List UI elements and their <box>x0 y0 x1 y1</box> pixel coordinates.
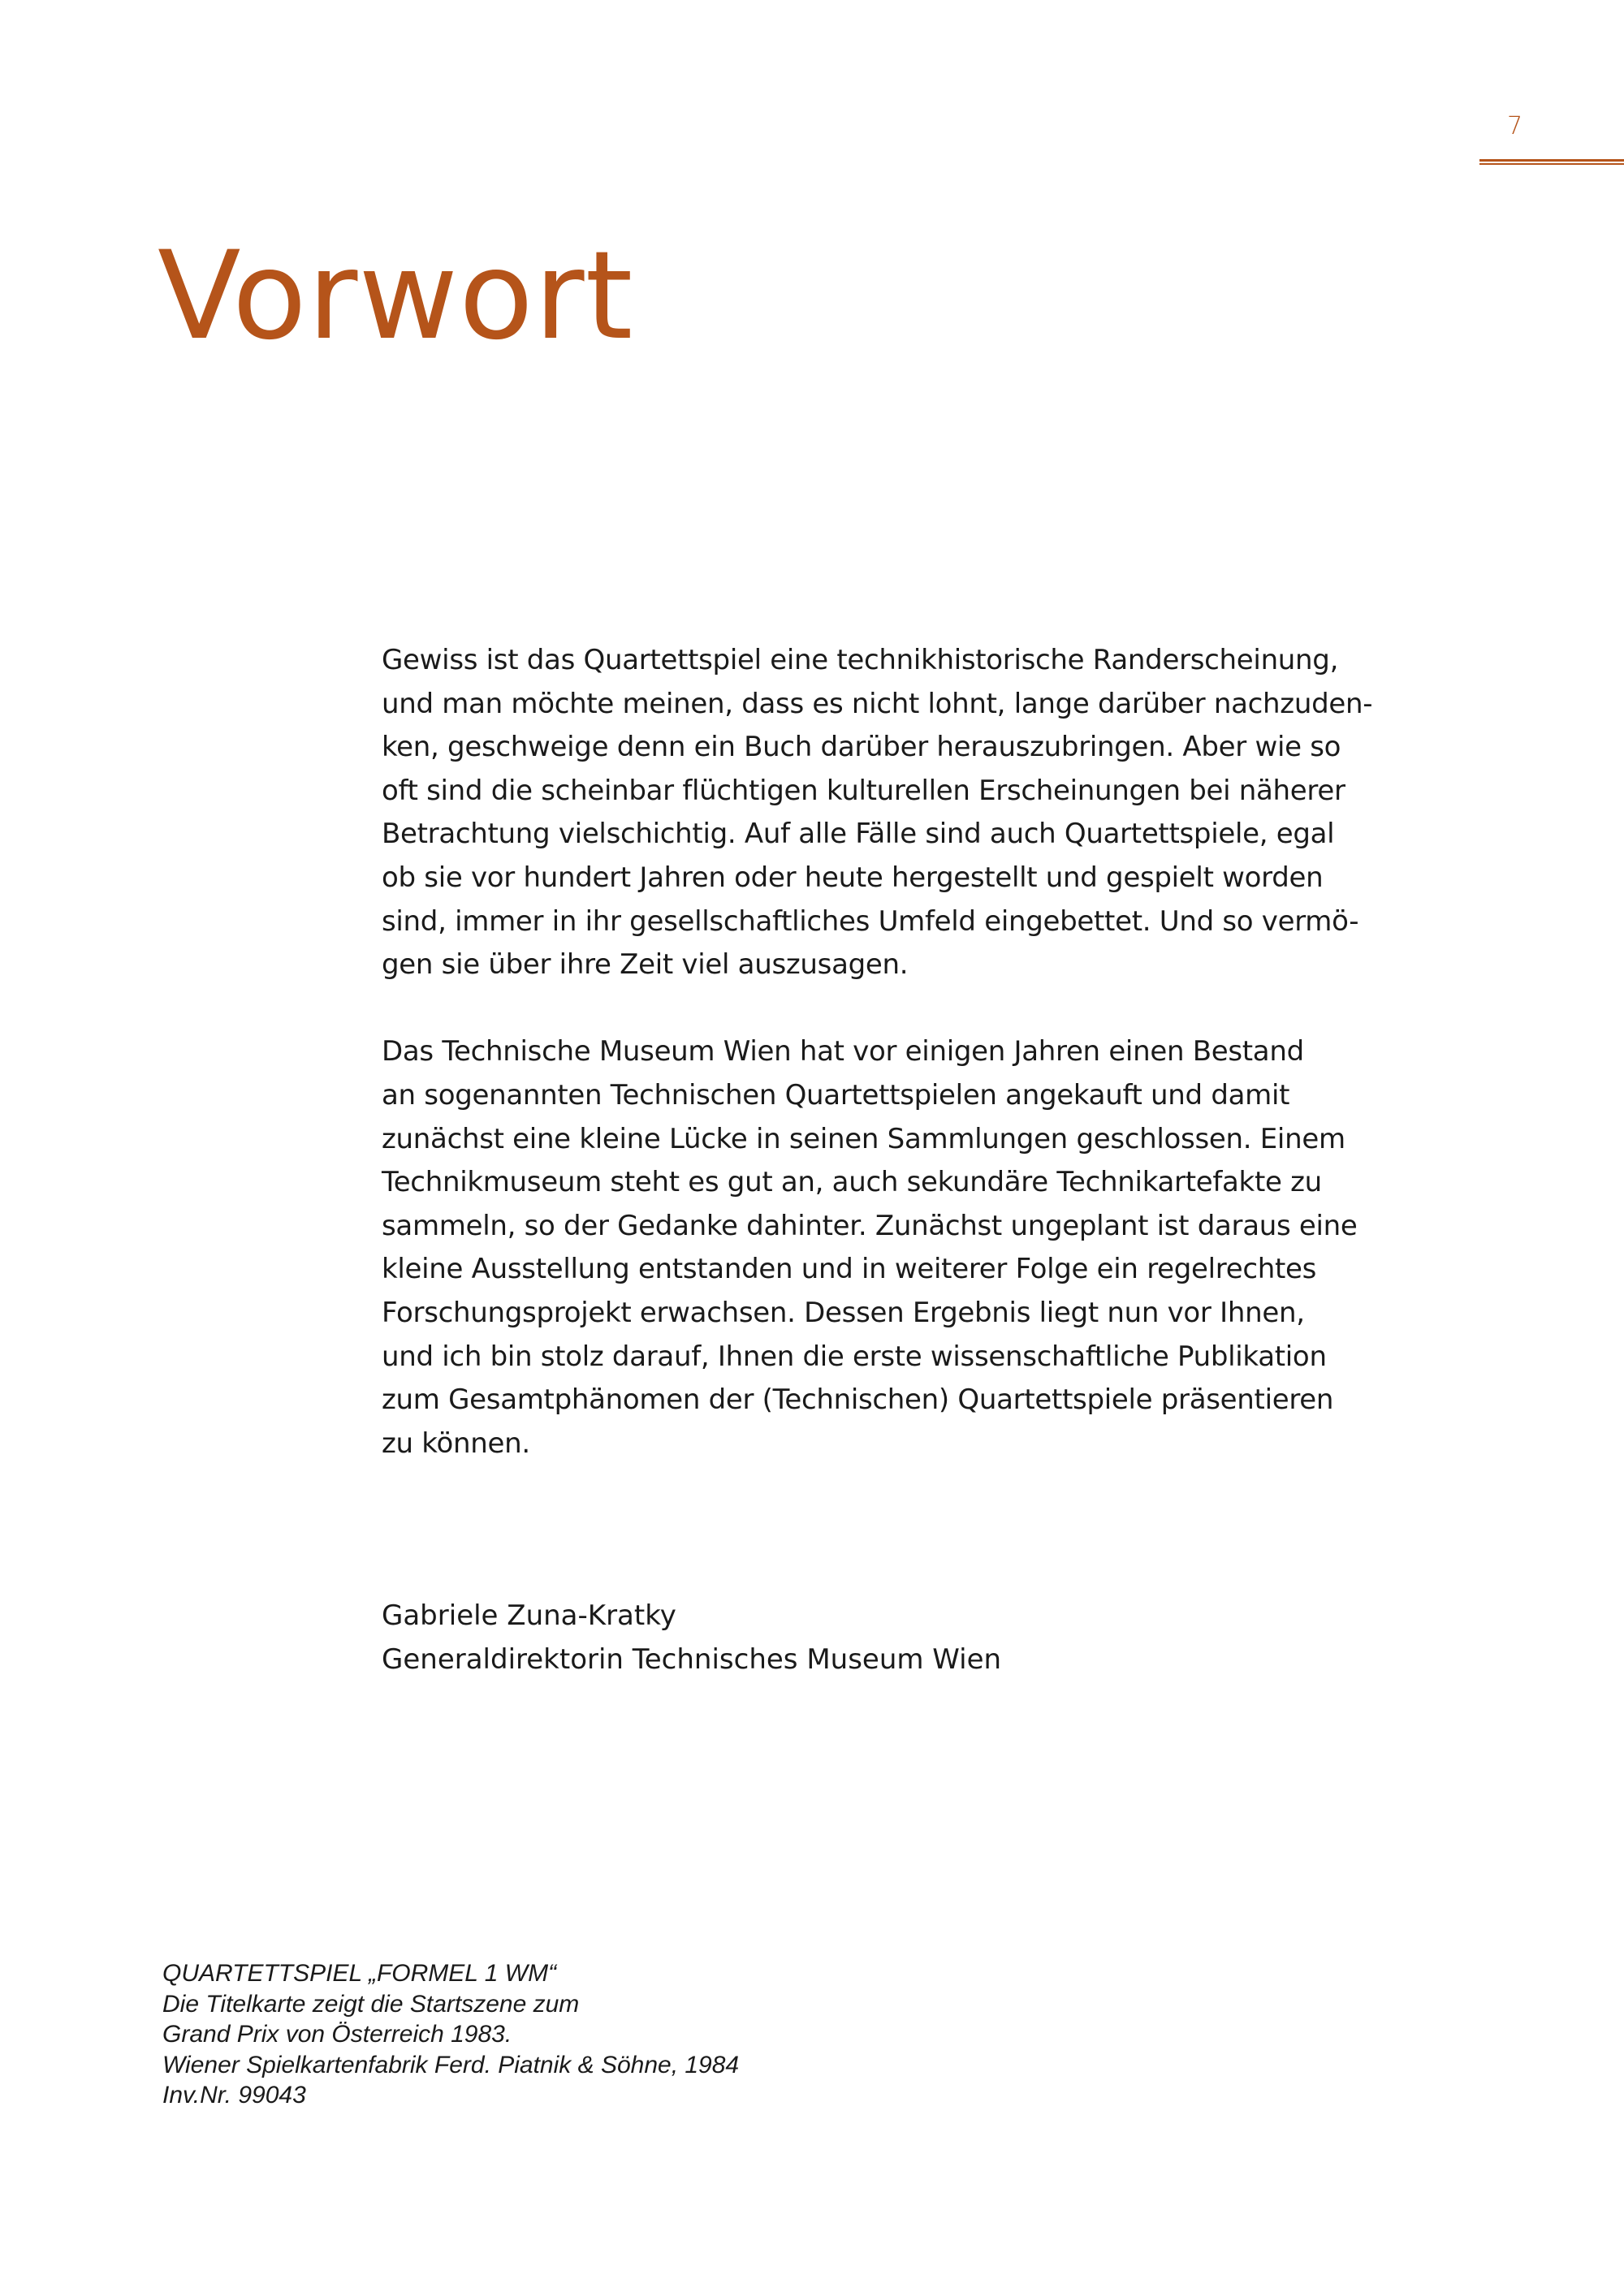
page-number: 7 <box>1507 112 1523 140</box>
signature-role: Generaldirektorin Technisches Museum Wien <box>382 1643 1002 1676</box>
text-line: ob sie vor hundert Jahren oder heute hergestellt und gespielt worden <box>382 861 1324 894</box>
text-line: an sogenannten Technischen Quartettspielen angekauft und damit <box>382 1078 1290 1111</box>
caption-line: Grand Prix von Österreich 1983. <box>162 2021 512 2048</box>
paragraph-2 <box>382 1030 1453 1465</box>
caption-line: Inv.Nr. 99043 <box>162 2082 306 2109</box>
body-text <box>382 639 1453 1465</box>
caption-line: Die Titelkarte zeigt die Startszene zum <box>162 1990 580 2018</box>
signature-name: Gabriele Zuna-Kratky <box>382 1599 676 1632</box>
text-line: zum Gesamtphänomen der (Technischen) Quartettspiele präsentieren <box>382 1383 1334 1417</box>
text-line: oft sind die scheinbar flüchtigen kulturellen Erscheinungen bei näherer <box>382 774 1345 807</box>
text-line: gen sie über ihre Zeit viel auszusagen. <box>382 948 909 982</box>
text-line: Forschungsprojekt erwachsen. Dessen Ergebnis liegt nun vor Ihnen, <box>382 1296 1305 1329</box>
text-line: zu können. <box>382 1427 530 1460</box>
caption-line: QUARTETTSPIEL „FORMEL 1 WM“ <box>162 1960 557 1987</box>
image-caption <box>162 1958 739 2111</box>
signature-block <box>382 1594 1001 1681</box>
text-line: und man möchte meinen, dass es nicht lohnt, lange darüber nachzuden- <box>382 687 1373 720</box>
text-line: Betrachtung vielschichtig. Auf alle Fälle sind auch Quartettspiele, egal <box>382 818 1335 851</box>
text-line: sind, immer in ihr gesellschaftliches Umfeld eingebettet. Und so vermö- <box>382 904 1359 938</box>
page-title: Vorwort <box>158 226 634 367</box>
caption-line: Wiener Spielkartenfabrik Ferd. Piatnik & Söhne, 1984 <box>162 2051 740 2078</box>
text-line: sammeln, so der Gedanke dahinter. Zunächst ungeplant ist daraus eine <box>382 1209 1358 1242</box>
text-line: Gewiss ist das Quartettspiel eine technikhistorische Randerscheinung, <box>382 644 1339 676</box>
text-line: kleine Ausstellung entstanden und in weiterer Folge ein regelrechtes <box>382 1253 1317 1286</box>
header-rule <box>1479 159 1624 165</box>
text-line: zunächst eine kleine Lücke in seinen Sammlungen geschlossen. Einem <box>382 1122 1345 1155</box>
text-line: und ich bin stolz darauf, Ihnen die erste wissenschaftliche Publikation <box>382 1340 1327 1373</box>
text-line: ken, geschweige denn ein Buch darüber herauszubringen. Aber wie so <box>382 731 1341 764</box>
text-line: Technikmuseum steht es gut an, auch sekundäre Technikartefakte zu <box>382 1166 1322 1199</box>
text-line: Das Technische Museum Wien hat vor einigen Jahren einen Bestand <box>382 1035 1304 1068</box>
paragraph-1 <box>382 639 1453 987</box>
